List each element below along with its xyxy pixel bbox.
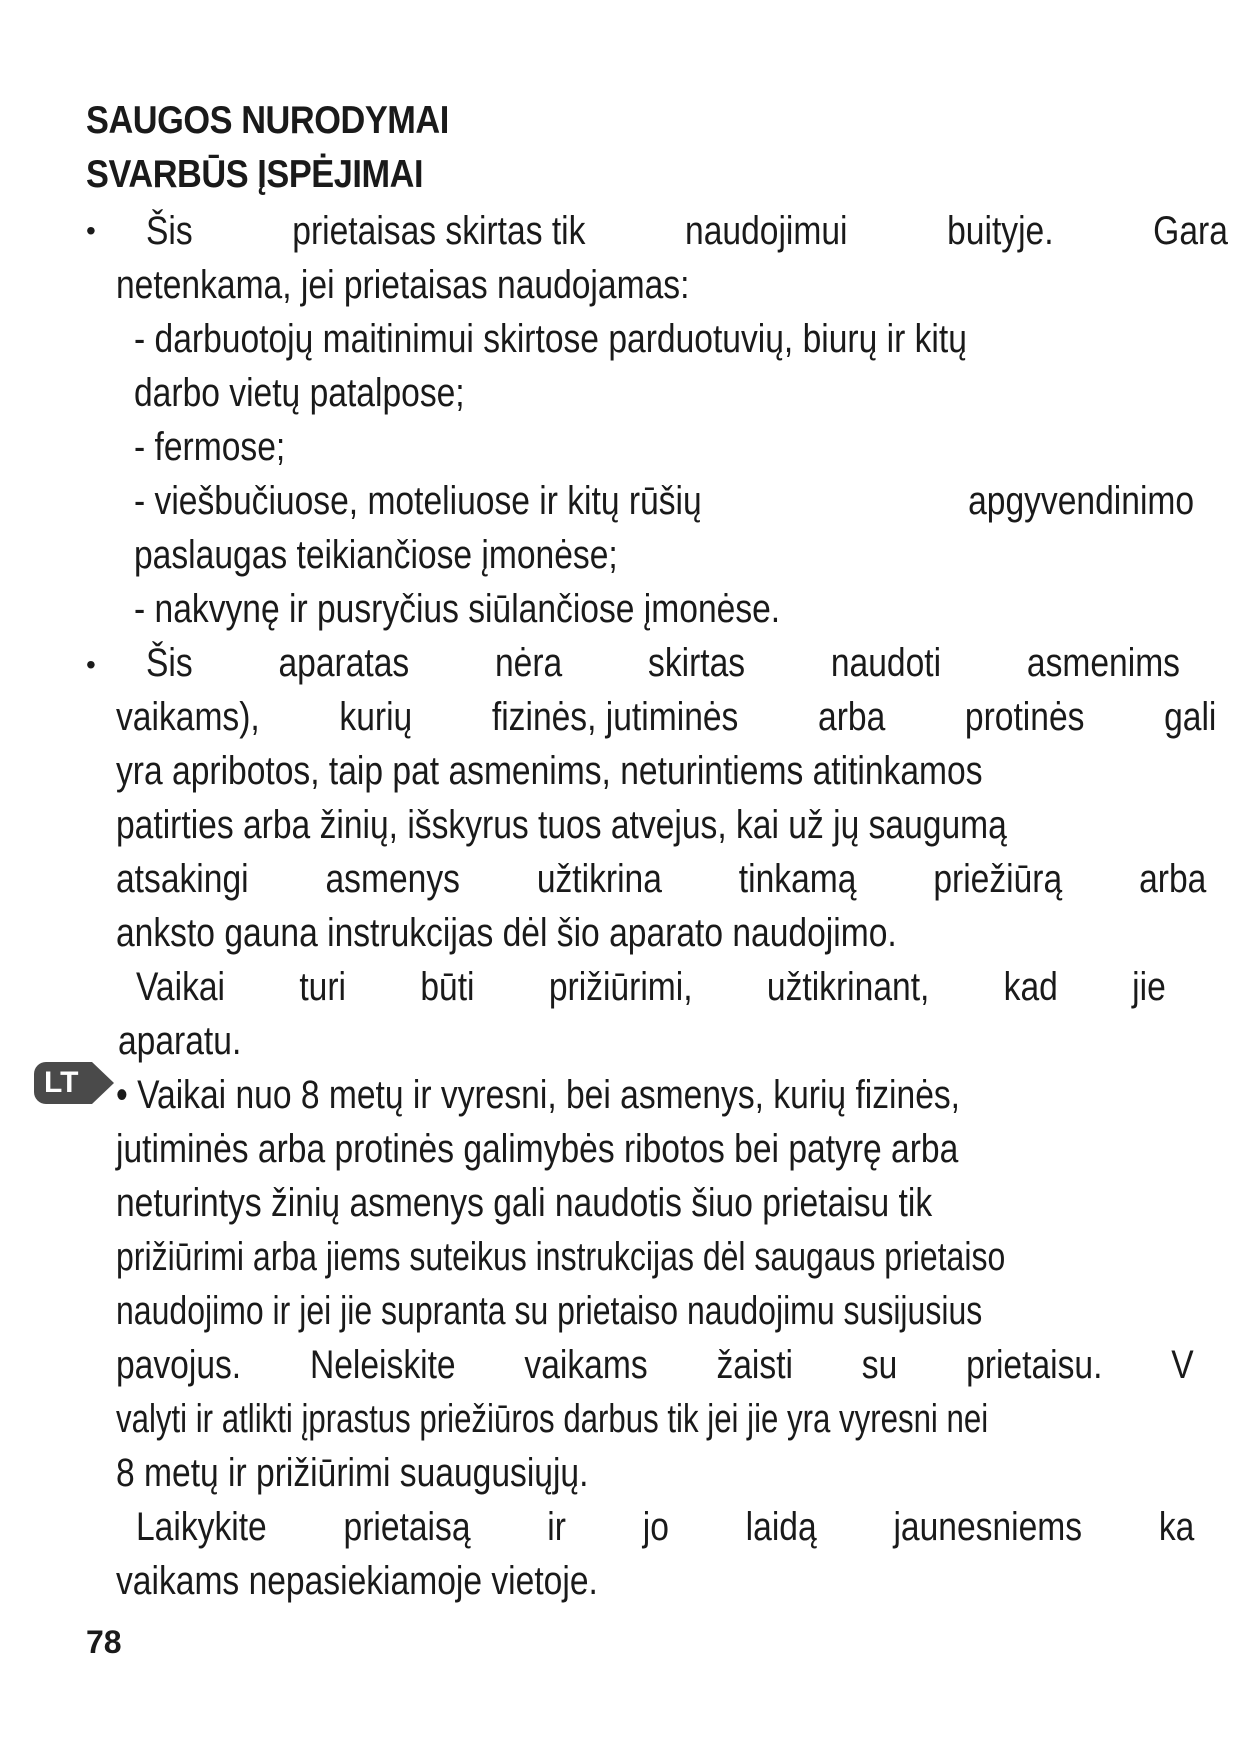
word: V xyxy=(1171,1343,1194,1387)
word: Neleiskite xyxy=(309,1343,456,1387)
word: Gara xyxy=(1153,209,1228,253)
word: žaisti xyxy=(716,1343,794,1387)
bullet-2-line-4: patirties arba žinių, išskyrus tuos atvejus, kai už jų saugumą xyxy=(116,803,1007,847)
word: nėra xyxy=(494,641,563,685)
word: naudoti xyxy=(830,641,942,685)
word: naudojimui xyxy=(685,209,848,253)
section-title: SAUGOS NURODYMAI xyxy=(86,99,449,142)
word: Šis xyxy=(146,641,193,685)
bullet-1-sub-1-line-2: darbo vietų patalpose; xyxy=(134,371,465,415)
word: ka xyxy=(1158,1505,1195,1549)
word: pavojus. xyxy=(116,1343,242,1387)
bullet-3-line-3: neturintys žinių asmenys gali naudotis šiuo prietaisu tik xyxy=(116,1181,933,1225)
bullet-3-line-7: valyti ir atlikti įprastus priežiūros darbus tik jei jie yra vyresni nei xyxy=(116,1397,989,1441)
word: laidą xyxy=(745,1505,817,1549)
word: fizinės, jutiminės xyxy=(491,695,739,739)
page-number: 78 xyxy=(86,1624,122,1660)
word: užtikrinant, xyxy=(766,965,930,1009)
word: prižiūrimi, xyxy=(548,965,693,1009)
word: Šis xyxy=(146,209,193,253)
word: ir xyxy=(547,1505,566,1549)
bullet-1-sub-3-line-2: paslaugas teikiančiose įmonėse; xyxy=(134,533,618,577)
word: tinkamą xyxy=(738,857,857,901)
bullet-2-line-7 xyxy=(136,962,1166,1016)
bullet-3-line-4: prižiūrimi arba jiems suteikus instrukcijas dėl saugaus prietaiso xyxy=(116,1235,1006,1279)
word: užtikrina xyxy=(536,857,662,901)
bullet-1-sub-2: - fermose; xyxy=(134,425,286,469)
word: Laikykite xyxy=(136,1505,267,1549)
word: jaunesniems xyxy=(893,1505,1083,1549)
bullet-1-sub-1-line-1: - darbuotojų maitinimui skirtose parduotuvių, biurų ir kitų xyxy=(134,317,967,361)
bullet-2-line-2 xyxy=(116,692,1217,746)
word: protinės xyxy=(964,695,1085,739)
word: vaikams xyxy=(524,1343,648,1387)
bullet-1-sub-3-line-1 xyxy=(134,476,1194,530)
bullet-2-line-5 xyxy=(116,854,1207,908)
bullet-3-line-5: naudojimo ir jei jie supranta su prietaiso naudojimu susijusius xyxy=(116,1289,983,1333)
word: prietaisas skirtas tik xyxy=(292,209,586,253)
word: jie xyxy=(1132,965,1166,1009)
word: prietaisą xyxy=(343,1505,471,1549)
word: jo xyxy=(642,1505,669,1549)
word: asmenys xyxy=(325,857,460,901)
bullet-marker: • xyxy=(86,649,96,680)
bullet-2-line-8: aparatu. xyxy=(118,1019,242,1063)
bullet-3-line-8: 8 metų ir prižiūrimi suaugusiųjų. xyxy=(116,1451,589,1495)
word: kurių xyxy=(339,695,413,739)
word: priežiūrą xyxy=(933,857,1063,901)
word: buityje. xyxy=(947,209,1054,253)
word: vaikams), xyxy=(116,695,260,739)
word: Vaikai xyxy=(136,965,226,1009)
word: būti xyxy=(420,965,475,1009)
bullet-3-line-1: • Vaikai nuo 8 metų ir vyresni, bei asmenys, kurių fizinės, xyxy=(116,1073,961,1117)
word: gali xyxy=(1164,695,1217,739)
word: - viešbučiuose, moteliuose ir kitų rūšių xyxy=(134,479,702,523)
bullet-3-line-10: vaikams nepasiekiamoje vietoje. xyxy=(116,1559,598,1603)
bullet-marker: • xyxy=(86,215,96,246)
word: asmenims xyxy=(1026,641,1180,685)
word: prietaisu. xyxy=(966,1343,1103,1387)
word: su xyxy=(861,1343,898,1387)
bullet-2-line-1 xyxy=(146,638,1180,692)
word: arba xyxy=(818,695,886,739)
word: arba xyxy=(1139,857,1207,901)
language-tab: LT xyxy=(34,1062,92,1104)
bullet-2-line-3: yra apribotos, taip pat asmenims, neturintiems atitinkamos xyxy=(116,749,983,793)
bullet-1-line-2: netenkama, jei prietaisas naudojamas: xyxy=(116,263,690,307)
word: aparatas xyxy=(278,641,410,685)
word: skirtas xyxy=(648,641,746,685)
section-subtitle: SVARBŪS ĮSPĖJIMAI xyxy=(86,153,424,196)
bullet-2-line-6: anksto gauna instrukcijas dėl šio aparato naudojimo. xyxy=(116,911,897,955)
bullet-1-line-1 xyxy=(146,206,1228,260)
bullet-3-line-6 xyxy=(116,1340,1194,1394)
word: kad xyxy=(1003,965,1058,1009)
word: apgyvendinimo xyxy=(968,479,1195,523)
word: turi xyxy=(299,965,347,1009)
bullet-1-sub-4: - nakvynę ir pusryčius siūlančiose įmonėse. xyxy=(134,587,781,631)
bullet-3-line-9 xyxy=(136,1502,1194,1556)
word: atsakingi xyxy=(116,857,249,901)
bullet-3-line-2: jutiminės arba protinės galimybės ribotos bei patyrę arba xyxy=(116,1127,959,1171)
